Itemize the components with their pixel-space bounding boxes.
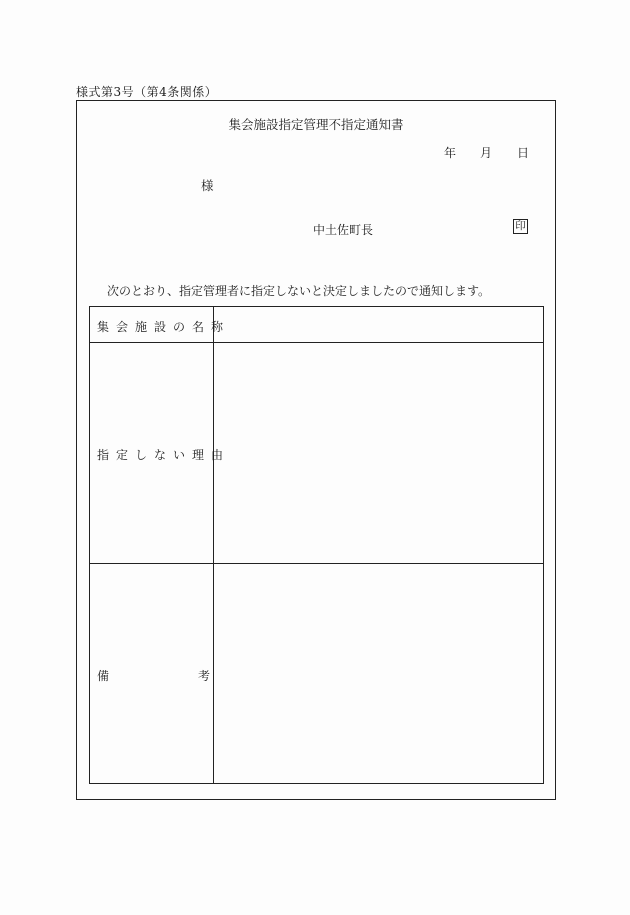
table-row-divider: [90, 342, 543, 343]
seal-mark: 印: [513, 219, 528, 234]
addressee-suffix: 様: [201, 178, 214, 193]
document-title: 集会施設指定管理不指定通知書: [228, 117, 404, 132]
date-day: 日: [517, 146, 530, 160]
date-year: 年: [444, 146, 457, 160]
form-number: 様式第3号（第4条関係）: [76, 85, 218, 99]
notice-body-text: 次のとおり、指定管理者に指定しないと決定しましたので通知します。: [107, 284, 491, 298]
sender-name: 中土佐町長: [313, 223, 374, 237]
date-month: 月: [480, 146, 493, 160]
remarks-label-part-2: 考: [198, 669, 211, 683]
details-table: [89, 306, 544, 784]
notice-frame: [76, 100, 556, 800]
facility-name-label: 集会施設の名称: [97, 320, 231, 334]
table-column-divider: [213, 307, 214, 783]
reason-label: 指定しない理由: [97, 448, 231, 462]
table-row-divider: [90, 563, 543, 564]
remarks-label-part-1: 備: [97, 669, 110, 683]
